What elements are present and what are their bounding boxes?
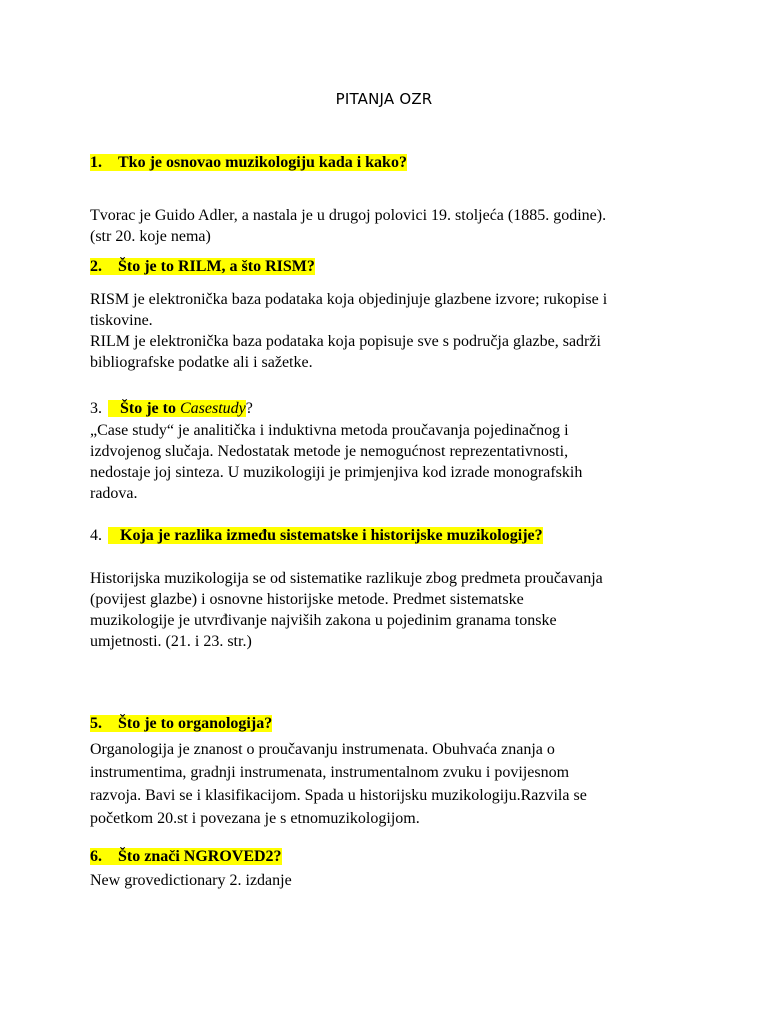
question-2-text: Što je to RILM, a što RISM? — [118, 258, 315, 275]
question-1-text: Tko je osnovao muzikologiju kada i kako? — [118, 154, 407, 171]
question-5 — [90, 714, 272, 734]
question-3-text-italic: Casestudy — [179, 400, 246, 417]
question-6 — [90, 847, 282, 867]
answer-4-line-2: (povijest glazbe) i osnovne historijske metode. Predmet sistematske — [90, 591, 524, 608]
answer-5-line-1: Organologija je znanost o proučavanju instrumenata. Obuhvaća znanja o — [90, 741, 555, 758]
answer-5-line-4: početkom 20.st i povezana je s etnomuzikologijom. — [90, 810, 420, 827]
question-4-text: Koja je razlika između sistematske i historijske muzikologije? — [120, 527, 543, 544]
answer-5-line-2: instrumentima, gradnji instrumenata, instrumentalnom zvuku i povijesnom — [90, 764, 570, 781]
question-2-highlight — [90, 258, 315, 275]
answer-3 — [90, 420, 690, 504]
question-3-text-before: Što je to — [120, 400, 180, 417]
answer-4-line-4: umjetnosti. (21. i 23. str.) — [90, 633, 252, 650]
answer-3-line-2: izdvojenog slučaja. Nedostatak metode je nemogućnost reprezentativnosti, — [90, 443, 569, 460]
question-3-text-after: ? — [245, 400, 253, 417]
answer-3-line-4: radova. — [90, 485, 138, 502]
answer-6 — [90, 870, 690, 891]
question-6-text: Što znači NGROVED2? — [118, 848, 282, 865]
question-3-highlight — [108, 400, 246, 417]
answer-4-line-3: muzikologije je utvrđivanje najviših zakona u pojedinim granama tonske — [90, 612, 557, 629]
answer-4 — [90, 568, 690, 652]
answer-3-line-1: „Case study“ je analitička i induktivna metoda proučavanja pojedinačnog i — [90, 422, 569, 439]
answer-5-line-3: razvoja. Bavi se i klasifikacijom. Spada u historijsku muzikologiju.Razvila se — [90, 787, 587, 804]
answer-6-line-1: New grovedictionary 2. izdanje — [90, 872, 292, 889]
answer-4-line-1: Historijska muzikologija se od sistematike razlikuje zbog predmeta proučavanja — [90, 570, 603, 587]
question-3-number: 3. — [90, 400, 102, 417]
question-3 — [90, 399, 253, 419]
answer-1-line-2: (str 20. koje nema) — [90, 228, 211, 245]
answer-5 — [90, 738, 690, 830]
answer-2 — [90, 289, 690, 373]
page-title: PITANJA OZR — [335, 90, 433, 108]
question-6-highlight — [90, 848, 282, 865]
question-5-text: Što je to organologija? — [118, 715, 273, 732]
question-5-number: 5. — [90, 715, 102, 732]
answer-2-line-4: bibliografske podatke ali i sažetke. — [90, 354, 313, 371]
question-1 — [90, 153, 407, 173]
answer-1 — [90, 205, 690, 247]
answer-1-line-1: Tvorac je Guido Adler, a nastala je u drugoj polovici 19. stoljeća (1885. godine). — [90, 207, 607, 224]
question-1-highlight — [90, 154, 407, 171]
question-4 — [90, 526, 543, 546]
answer-2-line-2: tiskovine. — [90, 312, 153, 329]
answer-2-line-3: RILM je elektronička baza podataka koja popisuje sve s područja glazbe, sadrži — [90, 333, 601, 350]
question-1-number: 1. — [90, 154, 102, 171]
question-2-number: 2. — [90, 258, 102, 275]
question-4-highlight — [108, 527, 543, 544]
answer-2-line-1: RISM je elektronička baza podataka koja objedinjuje glazbene izvore; rukopise i — [90, 291, 608, 308]
question-5-highlight — [90, 715, 272, 732]
question-4-number: 4. — [90, 527, 102, 544]
question-2 — [90, 257, 315, 277]
answer-3-line-3: nedostaje joj sinteza. U muzikologiji je primjenjiva kod izrade monografskih — [90, 464, 583, 481]
question-6-number: 6. — [90, 848, 102, 865]
